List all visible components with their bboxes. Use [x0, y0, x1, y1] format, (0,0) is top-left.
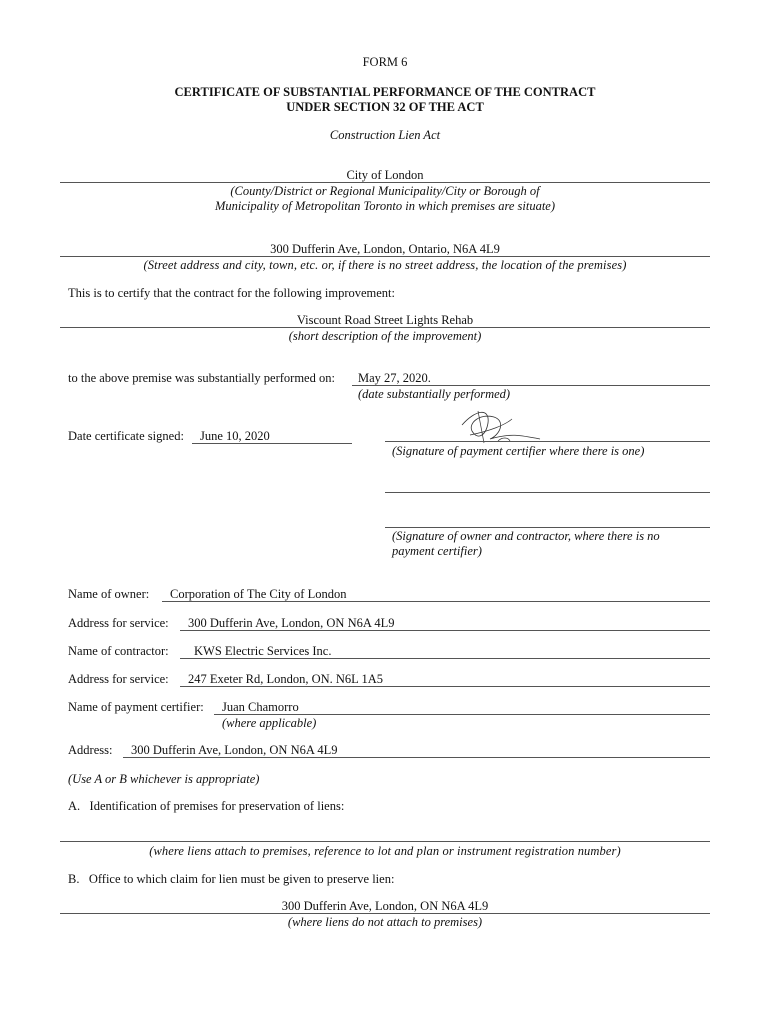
section-b-text: B. Office to which claim for lien must be given to preserve lien: — [68, 872, 395, 886]
certifier-value: Juan Chamorro — [222, 700, 299, 714]
contractor-value: KWS Electric Services Inc. — [194, 644, 332, 658]
premises-value: 300 Dufferin Ave, London, Ontario, N6A 4L9 — [270, 242, 500, 256]
owner-signature-caption-2: payment certifier) — [392, 544, 482, 558]
owner-signature-line — [385, 527, 710, 528]
section-b-value: 300 Dufferin Ave, London, ON N6A 4L9 — [281, 899, 489, 913]
section-b-line — [60, 913, 710, 914]
certifier-line — [214, 714, 710, 715]
performed-caption: (date substantially performed) — [358, 387, 511, 401]
municipality-value: City of London — [346, 168, 424, 182]
premises-caption: (Street address and city, town, etc. or, if there is no street address, the location of the premises) — [143, 258, 627, 272]
act-name: Construction Lien Act — [329, 128, 441, 142]
certifier-caption: (where applicable) — [222, 716, 317, 730]
form-number: FORM 6 — [362, 55, 408, 69]
municipality-caption-2: Municipality of Metropolitan Toronto in which premises are situate) — [214, 199, 556, 213]
certifier-signature-caption: (Signature of payment certifier where there is one) — [392, 444, 645, 458]
section-a-text: A. Identification of premises for preservation of liens: — [68, 799, 345, 813]
certifier-signature-line — [385, 441, 710, 442]
form-title-line2: UNDER SECTION 32 OF THE ACT — [286, 100, 484, 114]
use-note: (Use A or B whichever is appropriate) — [68, 772, 260, 786]
owner-value: Corporation of The City of London — [170, 587, 347, 601]
signed-date: June 10, 2020 — [200, 429, 270, 443]
section-a-line — [60, 841, 710, 842]
owner-address-value: 300 Dufferin Ave, London, ON N6A 4L9 — [188, 616, 395, 630]
certify-text: This is to certify that the contract for the following improvement: — [68, 286, 395, 300]
municipality-line — [60, 182, 710, 183]
municipality-caption-1: (County/District or Regional Municipality/City or Borough of — [230, 184, 540, 198]
certifier-label: Name of payment certifier: — [68, 700, 204, 714]
address-value: 300 Dufferin Ave, London, ON N6A 4L9 — [131, 743, 338, 757]
owner-address-line — [180, 630, 710, 631]
address-label: Address: — [68, 743, 113, 757]
signature-line-2 — [385, 492, 710, 493]
owner-label: Name of owner: — [68, 587, 150, 601]
performed-date: May 27, 2020. — [358, 371, 431, 385]
improvement-value: Viscount Road Street Lights Rehab — [296, 313, 474, 327]
signed-label: Date certificate signed: — [68, 429, 184, 443]
contractor-line — [180, 658, 710, 659]
owner-line — [162, 601, 710, 602]
improvement-line — [60, 327, 710, 328]
address-line — [123, 757, 710, 758]
performed-label: to the above premise was substantially performed on: — [68, 371, 335, 385]
improvement-caption: (short description of the improvement) — [288, 329, 482, 343]
contractor-address-value: 247 Exeter Rd, London, ON. N6L 1A5 — [188, 672, 383, 686]
contractor-address-label: Address for service: — [68, 672, 169, 686]
performed-line — [352, 385, 710, 386]
owner-address-label: Address for service: — [68, 616, 169, 630]
premises-line — [60, 256, 710, 257]
section-a-caption: (where liens attach to premises, reference to lot and plan or instrument registration number) — [149, 844, 621, 858]
owner-signature-caption-1: (Signature of owner and contractor, where there is no — [392, 529, 660, 543]
form-title-line1: CERTIFICATE OF SUBSTANTIAL PERFORMANCE OF THE CONTRACT — [174, 85, 596, 99]
contractor-label: Name of contractor: — [68, 644, 169, 658]
signed-line — [192, 443, 352, 444]
section-b-caption: (where liens do not attach to premises) — [287, 915, 483, 929]
contractor-address-line — [180, 686, 710, 687]
